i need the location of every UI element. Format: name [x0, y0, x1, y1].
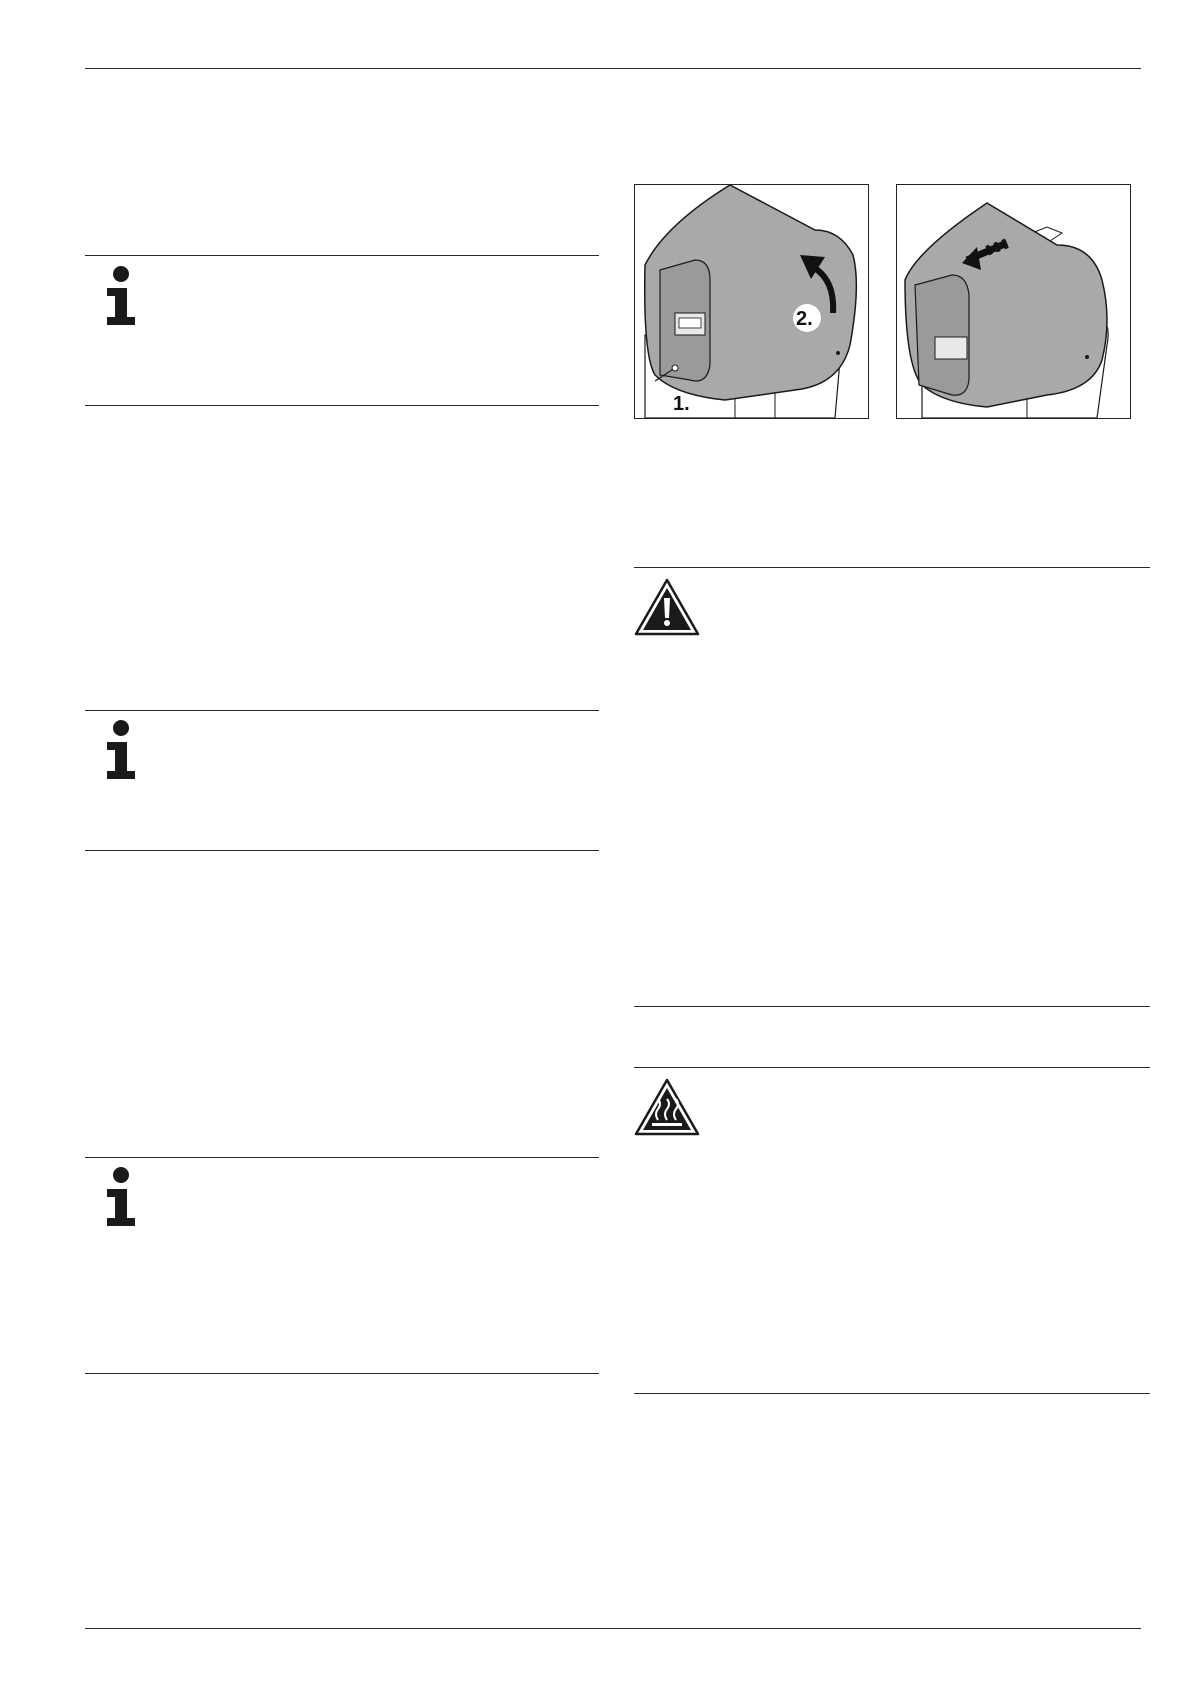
step-1-label: 1. [673, 393, 690, 415]
note-1-top-rule [85, 255, 599, 256]
header-rule [85, 68, 1141, 69]
note-3-top-rule [85, 1157, 599, 1158]
footer-rule [85, 1628, 1141, 1629]
info-icon [104, 720, 138, 785]
warning-1-top-rule [634, 567, 1150, 568]
step-2-label: 2. [796, 308, 813, 330]
info-icon [104, 1167, 138, 1232]
note-1-bottom-rule [85, 405, 599, 406]
note-2-bottom-rule [85, 850, 599, 851]
note-3-bottom-rule [85, 1373, 599, 1374]
cover-removal-figure-left [634, 184, 869, 419]
cover-removal-figure-right [896, 184, 1131, 419]
warning-triangle-icon [634, 578, 700, 641]
warning-2-bottom-rule [634, 1393, 1150, 1394]
info-icon [104, 266, 138, 331]
section-rule [634, 1067, 1150, 1068]
hot-surface-triangle-icon [634, 1078, 700, 1141]
warning-1-bottom-rule [634, 1006, 1150, 1007]
note-2-top-rule [85, 710, 599, 711]
